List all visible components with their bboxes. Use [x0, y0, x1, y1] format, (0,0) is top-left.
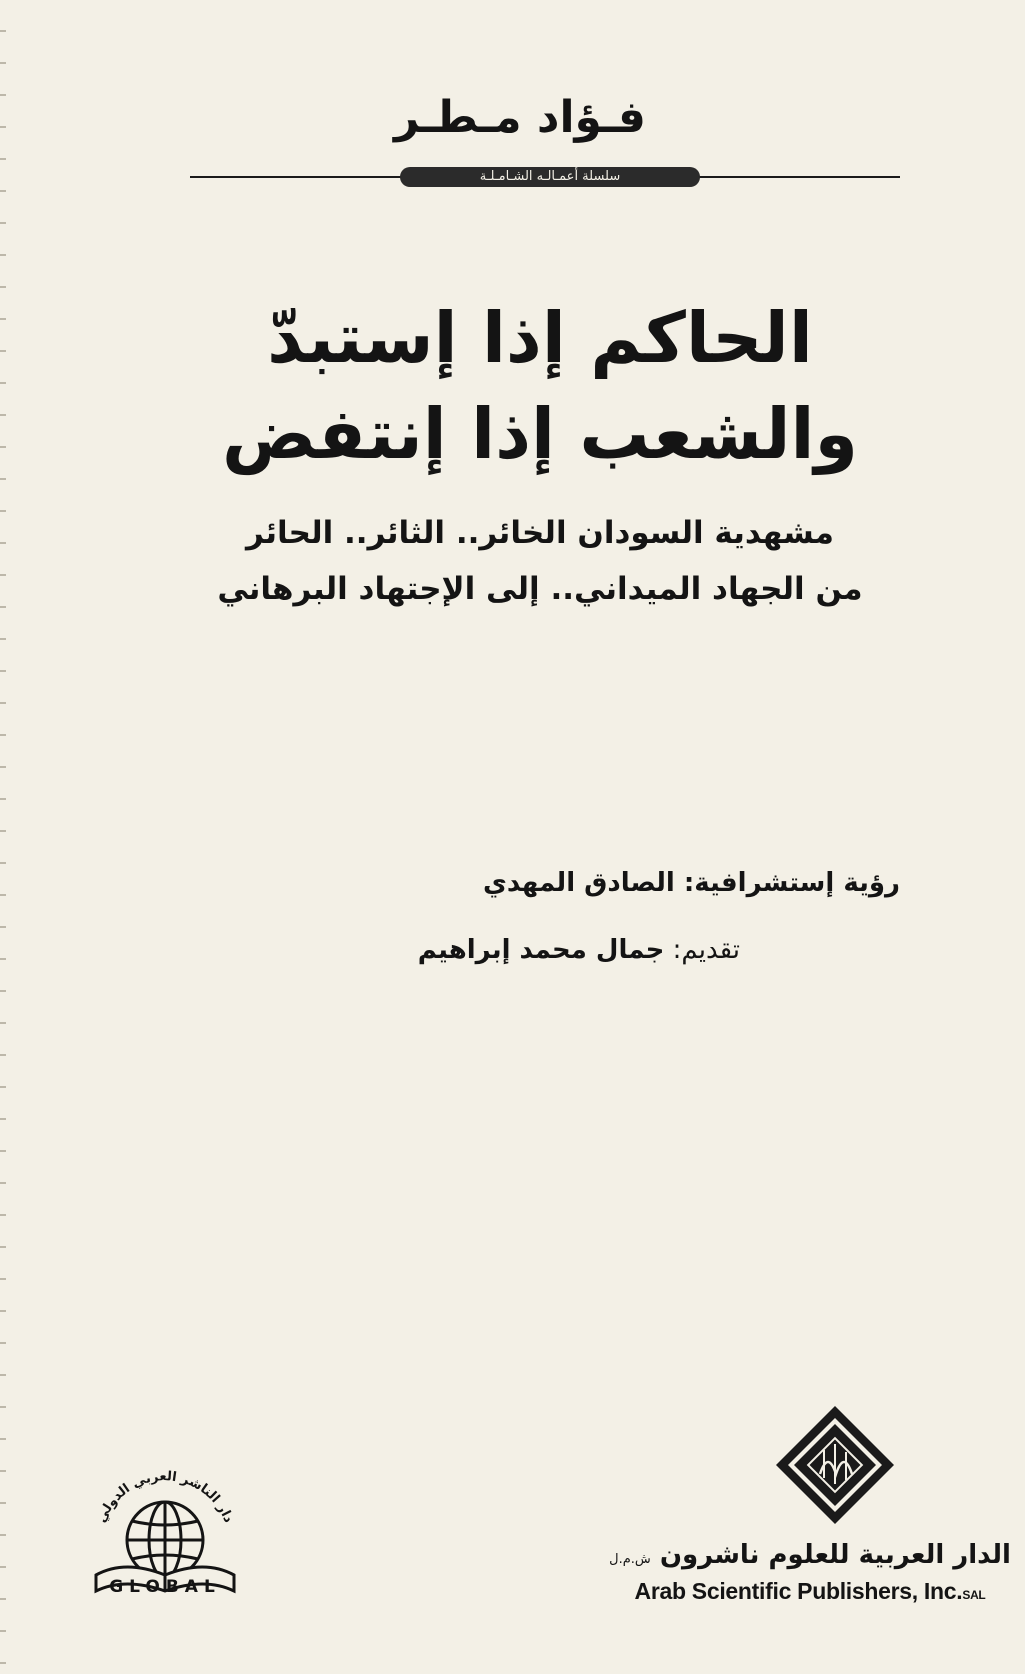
intro-name: جمال محمد إبراهيم [417, 935, 665, 965]
page-edge [0, 0, 6, 1674]
book-title [200, 290, 880, 482]
publisher-english-suffix: SAL [962, 1588, 986, 1602]
asp-logo [770, 1400, 900, 1530]
logo-arc-text: دار الناشر العربي الدولي [94, 1469, 236, 1526]
publisher-arabic: الدار العربية للعلوم ناشرون [659, 1540, 1011, 1570]
global-wordmark: GLOBAL [109, 1577, 221, 1597]
subtitle-line-1: مشهدية السودان الخائر.. الثائر.. الحائر [246, 515, 834, 551]
calligraphy-diamond-icon [776, 1406, 894, 1524]
title-line-1: الحاكم إذا إستبدّ [267, 297, 813, 379]
title-line-2: والشعب إذا إنتفض [221, 393, 858, 475]
subtitle-line-2: من الجهاد الميداني.. إلى الإجتهاد البرهاني [217, 571, 863, 607]
vision-credit: رؤية إستشرافية: الصادق المهدي [482, 868, 900, 898]
intro-label: تقديم: [672, 935, 740, 965]
book-subtitle [200, 505, 880, 617]
publisher-name-arabic [600, 1540, 1020, 1570]
publisher-name-english [600, 1578, 1020, 1605]
intro-credit [300, 935, 740, 965]
publisher-arabic-suffix: ش.م.ل [609, 1552, 651, 1567]
series-label: سلسلة أعمـالـه الشـامـلـة [400, 167, 700, 187]
publisher-english: Arab Scientific Publishers, Inc. [634, 1578, 963, 1604]
author-name: فـؤاد مـطـر [394, 92, 646, 143]
